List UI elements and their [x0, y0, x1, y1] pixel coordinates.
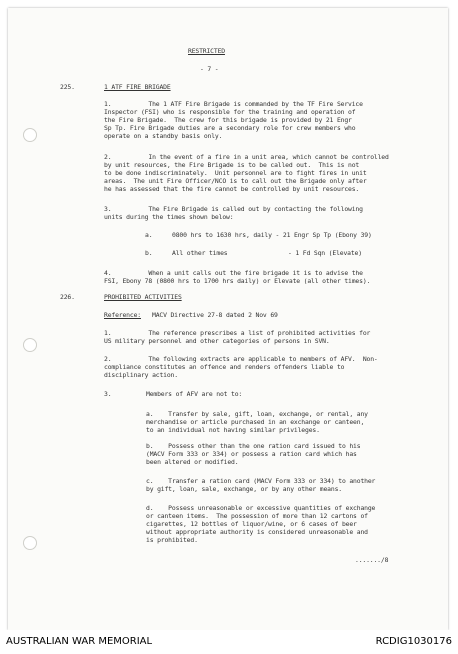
classification-marking: RESTRICTED: [188, 47, 225, 55]
punch-hole: [23, 536, 37, 550]
s226-para-1-line: 1. The reference prescribes a list of prohibited activities for: [104, 329, 371, 337]
s226-sub-a-line: merchandise or article purchased in an exchange or canteen,: [146, 418, 365, 426]
s226-sub-d-line: without appropriate authority is considered unreasonable and: [146, 528, 368, 536]
archive-footer: [0, 630, 458, 654]
page-number: - 7 -: [200, 65, 219, 73]
s226-para-2-line: 2. The following extracts are applicable to members of AFV. Non-: [104, 355, 378, 363]
s225-para-3-line: units during the times shown below:: [104, 213, 234, 221]
s225-para-1-line: the Fire Brigade. The crew for this brigade is provided by 21 Engr: [104, 116, 352, 124]
s225-para-2-line: by unit resources, the Fire Brigade is to be called out. This is not: [104, 161, 360, 169]
s226-sub-d-line: cigarettes, 12 bottles of liquor/wine, or 6 cases of beer: [146, 520, 357, 528]
punch-hole: [23, 338, 37, 352]
s226-sub-c-line: by gift, loan, sale, exchange, or by any other means.: [146, 485, 342, 493]
s225-item-b-label: b.: [145, 249, 153, 257]
s225-item-a-text: 0800 hrs to 1630 hrs, daily - 21 Engr Sp Tp (Ebony 39): [172, 231, 372, 239]
s225-para-1-line: Inspector (FSI) who is responsible for the training and operation of: [104, 108, 356, 116]
s225-para-4-line: 4. When a unit calls out the fire brigade it is to advise the: [104, 269, 363, 277]
s225-para-1-line: operate on a standby basis only.: [104, 132, 223, 140]
section-225-number: 225.: [60, 83, 75, 91]
archive-reference-id: RCDIG1030176: [375, 636, 452, 647]
s225-para-1-line: Sp Tp. Fire Brigade duties are a secondary role for crew members who: [104, 124, 356, 132]
s225-para-3-line: 3. The Fire Brigade is called out by contacting the following: [104, 205, 363, 213]
s226-para-2-line: disciplinary action.: [104, 371, 178, 379]
s226-sub-d-line: d. Possess unreasonable or excessive quantities of exchange: [146, 504, 376, 512]
s225-para-1-line: 1. The 1 ATF Fire Brigade is commanded by the TF Fire Service: [104, 100, 363, 108]
s226-sub-b-line: been altered or modified.: [146, 458, 239, 466]
s226-sub-b-line: (MACV Form 333 or 334) or possess a ration card which has: [146, 450, 357, 458]
reference-label: Reference:: [104, 311, 141, 319]
s226-para-1-line: US military personnel and other categories of persons in SVN.: [104, 337, 330, 345]
continuation-marker: ......./8: [355, 556, 389, 564]
s226-sub-b-line: b. Possess other than the one ration card issued to his: [146, 442, 361, 450]
section-226-heading: PROHIBITED ACTIVITIES: [104, 293, 182, 301]
s226-para-3-label: 3.: [104, 390, 112, 398]
s225-para-2-line: 2. In the event of a fire in a unit area, which cannot be controlled: [104, 153, 389, 161]
archive-name: AUSTRALIAN WAR MEMORIAL: [6, 636, 153, 647]
s226-sub-a-line: a. Transfer by sale, gift, loan, exchange, or rental, any: [146, 410, 368, 418]
s225-para-2-line: areas. The unit Fire Officer/NCO is to call out the Brigade only after: [104, 177, 367, 185]
reference-text: MACV Directive 27-8 dated 2 Nov 69: [152, 311, 278, 319]
s226-para-3-text: Members of AFV are not to:: [146, 390, 243, 398]
punch-hole: [23, 128, 37, 142]
s225-item-a-label: a.: [145, 231, 153, 239]
s225-item-b-destination: - 1 Fd Sqn (Elevate): [288, 249, 362, 257]
s226-sub-c-line: c. Transfer a ration card (MACV Form 333 or 334) to another: [146, 477, 376, 485]
s226-para-2-line: compliance constitutes an offence and renders offenders liable to: [104, 363, 345, 371]
s225-para-2-line: to be done indiscriminately. Unit personnel are to fight fires in unit: [104, 169, 367, 177]
s226-sub-a-line: to an individual not having similar privileges.: [146, 426, 320, 434]
s225-item-b-text: All other times: [172, 249, 228, 257]
s225-para-4-line: FSI, Ebony 78 (0800 hrs to 1700 hrs daily) or Elevate (all other times).: [104, 277, 371, 285]
section-225-heading: 1 ATF FIRE BRIGADE: [104, 83, 171, 91]
section-226-number: 226.: [60, 293, 75, 301]
s225-para-2-line: he has assessed that the fire cannot be controlled by unit resources.: [104, 185, 360, 193]
s226-sub-d-line: or canteen items. The possession of more than 12 cartons of: [146, 512, 368, 520]
s226-sub-d-line: is prohibited.: [146, 536, 198, 544]
